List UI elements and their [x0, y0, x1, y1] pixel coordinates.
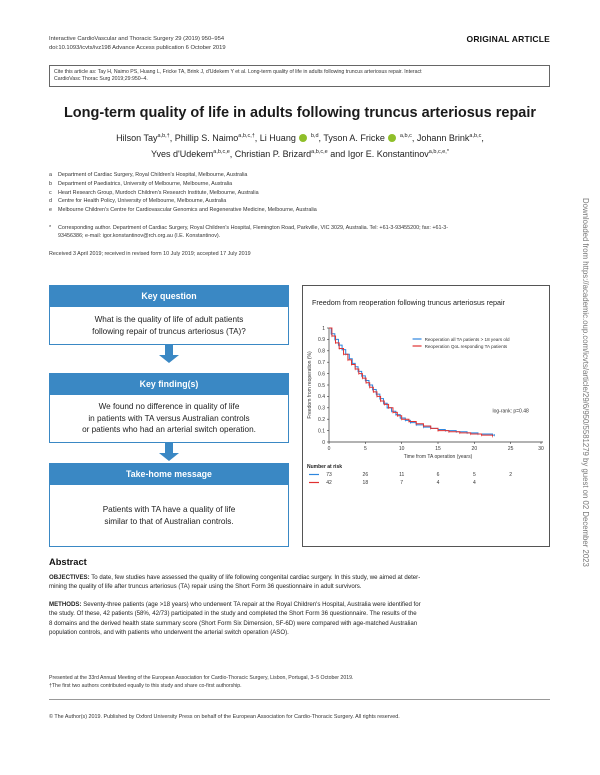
y-tick-label: 0.4: [318, 394, 325, 401]
risk-table-heading: Number at risk: [307, 464, 343, 470]
y-tick-label: 0.7: [318, 360, 325, 366]
risk-table-value: 5: [472, 472, 476, 478]
objectives-paragraph: OBJECTIVES: To date, few studies have assessed the quality of life following congenital cardiac surgery. In this study, we aimed at deter- mining the quality of life after truncus arteriosus (TA) repair using the Short Form 36 questionnaire in adult survivors.: [49, 574, 421, 591]
affiliation-item: e Melbourne Children's Centre for Cardiovascular Genomics and Regenerative Medicine, Melbourne, Australia: [49, 207, 317, 214]
citation-box: [49, 65, 550, 87]
footnote-line: Presented at the 33rd Annual Meeting of the European Association for Cardio-Thoracic Surgery, Lisbon, Portugal, 3–5 October 2019.: [49, 675, 354, 681]
legend-label: Reoperation all TA patients > 18 years old: [424, 336, 510, 342]
affiliation-item: a Department of Cardiac Surgery, Royal Children's Hospital, Melbourne, Australia: [49, 172, 248, 178]
key-findings-box: We found no difference in quality of life in patients with TA versus Australian controls or patients who had an arterial switch operation.: [49, 395, 289, 443]
x-tick-label: 5: [363, 446, 367, 452]
orcid-icon[interactable]: [388, 134, 396, 142]
x-tick-label: 0: [327, 446, 331, 452]
risk-table-value: 4: [472, 480, 476, 486]
author-name: Phillip S. Naimo: [174, 133, 239, 143]
x-tick-label: 30: [538, 446, 544, 452]
author-affiliation-marks: a,b,c,e: [311, 149, 328, 155]
citation-line: CardioVasc Thorac Surg 2019;29:950–4.: [54, 76, 148, 83]
affiliation-item: c Heart Research Group, Murdoch Children's Research Institute, Melbourne, Australia: [49, 189, 259, 196]
x-tick-label: 15: [435, 446, 441, 452]
author-name: Johann Brink: [416, 133, 470, 143]
doi-line[interactable]: doi:10.1093/icvts/ivz198 Advance Access publication 6 October 2019: [49, 44, 226, 51]
author-affiliation-marks: a,b,c,e,*: [428, 149, 449, 155]
article-title: Long-term quality of life in adults following truncus arteriosus repair: [63, 105, 537, 121]
author-affiliation-marks: a,b,c: [399, 133, 412, 139]
affiliation-item: d Centre for Health Policy, University of Melbourne, Melbourne, Australia: [49, 198, 227, 205]
author-affiliation-marks: a,b,c: [469, 133, 482, 139]
legend-label: Reoperation QoL responding TA patients: [424, 343, 508, 349]
y-tick-label: 1: [322, 325, 325, 332]
risk-table-value: 73: [326, 472, 332, 478]
received-dates: Received 3 April 2019; received in revised form 10 July 2019; accepted 17 July 2019: [49, 251, 251, 257]
journal-header: [49, 35, 226, 52]
corresponding-author: * Corresponding author. Department of Cardiac Surgery, Royal Children's Hospital, Flemington Road, Parkville, VIC 3029, Australia. Tel: +61-3-93455200; fax: +61-3- 93456386; e-mail: igor.konstantinov@rch.org.au (I.E. Konstantinov).: [49, 225, 449, 239]
km-chart: [303, 314, 549, 546]
graphical-abstract: [49, 285, 289, 547]
author-affiliation-marks: b,d: [310, 133, 319, 139]
x-tick-label: 20: [471, 446, 478, 452]
risk-table-value: 26: [362, 472, 369, 478]
citation-line: Cite this article as: Tay H, Naimo PS, Huang L, Fricke TA, Brink J, d'Udekem Y et al. Long-term quality of life in adults following truncus arteriosus repair. Interact: [54, 69, 422, 75]
risk-table-value: 6: [436, 472, 440, 478]
y-axis-label: Freedom from reoperation (%): [307, 351, 313, 419]
author-affiliation-marks: a,b,c,†: [238, 133, 255, 139]
take-home-heading: Take-home message: [49, 463, 289, 485]
flow-arrowhead: [159, 453, 179, 461]
risk-table-value: 4: [436, 480, 440, 486]
author-name: Li Huang: [259, 133, 296, 143]
y-tick-label: 0: [322, 439, 325, 446]
x-tick-label: 10: [398, 446, 405, 452]
y-tick-label: 0.9: [318, 337, 325, 344]
chart-title: Freedom from reoperation following truncus arteriosus repair: [312, 298, 505, 307]
y-tick-label: 0.1: [318, 428, 325, 435]
flow-arrow: [165, 345, 173, 355]
author-joiner: and: [327, 149, 348, 159]
download-sidebar: [582, 198, 592, 598]
abstract-heading: Abstract: [49, 557, 87, 567]
affiliations: [49, 171, 317, 215]
author-affiliation-marks: a,b,†: [157, 133, 170, 139]
author-name: Hilson Tay: [116, 133, 158, 143]
author-name: Igor E. Konstantinov: [347, 149, 429, 159]
author-affiliation-marks: a,b,c,e: [213, 149, 230, 155]
author-name: Tyson A. Fricke: [323, 133, 385, 143]
risk-table-value: 11: [399, 472, 405, 478]
author-list: Hilson Tay$^{a,b,\dagger}$, Phillip S. Naimo$^{a,b,c,\dagger}$, Li Huang $^{b,d}$, Tyson A. Fricke $^{a,b,c}$, Johann Brink$^{a,b,c}$, Yves d'Udekem$^{a,b,c,e}$, Christian P. Brizard$^{a,b,c,e}$ and Igor E. Konstantinov$^{a,b,c,e,*}$: [116, 133, 484, 159]
x-tick-label: 25: [507, 446, 514, 452]
risk-table-value: 42: [326, 480, 332, 486]
copyright-notice: © The Author(s) 2019. Published by Oxford University Press on behalf of the European Association for Cardio-Thoracic Surgery. All rights reserved.: [49, 714, 400, 720]
chart-panel: [302, 285, 550, 547]
key-question-heading: Key question: [49, 285, 289, 307]
y-tick-label: 0.8: [318, 348, 325, 355]
journal-line: Interactive CardioVascular and Thoracic Surgery 29 (2019) 950–954: [49, 36, 225, 42]
risk-table-value: 18: [362, 480, 369, 486]
orcid-icon[interactable]: [299, 134, 307, 142]
footnote-line: †The first two authors contributed equally to this study and share co-first authorship.: [49, 682, 242, 689]
log-rank-annotation: log-rank: p=0.48: [492, 408, 529, 415]
author-name: Yves d'Udekem: [151, 149, 214, 159]
methods-paragraph: METHODS: Seventy-three patients (age >18 years) who underwent TA repair at the Royal Children's Hospital, Australia were identified for the study. Of these, 42 patients (58%, 42/73) participated in the study and completed the Short Form 36 questionnaire. The results of the 8 domains and the derived health state summary score (Short Form Six Dimension, SF-6D) were compared with age-matched Australian population controls, and with patients who underwent the arterial switch operation (ASO).: [49, 601, 421, 637]
y-tick-label: 0.2: [318, 417, 325, 423]
flow-arrow: [165, 443, 173, 453]
footer-divider: [49, 699, 550, 700]
section-label: ORIGINAL ARTICLE: [466, 34, 550, 44]
key-findings-heading: Key finding(s): [49, 373, 289, 395]
affiliation-item: b Department of Paediatrics, University of Melbourne, Melbourne, Australia: [49, 180, 233, 187]
download-note: Downloaded from https://academic.oup.com/icvts/article/29/6/950/5581279 by guest on 02 December 2023: [581, 198, 590, 567]
y-tick-label: 0.5: [318, 382, 325, 389]
y-tick-label: 0.6: [318, 371, 325, 378]
risk-table-value: 2: [509, 472, 513, 478]
y-tick-label: 0.3: [318, 405, 325, 412]
flow-arrowhead: [159, 355, 179, 363]
risk-table-value: 7: [400, 480, 404, 486]
footnotes: [49, 675, 353, 690]
x-axis-label: Time from TA operation (years): [403, 454, 473, 460]
take-home-box: Patients with TA have a quality of life similar to that of Australian controls.: [49, 485, 289, 547]
key-question-box: What is the quality of life of adult patients following repair of truncus arteriosus (TA)?: [49, 307, 289, 345]
author-name: Christian P. Brizard: [234, 149, 312, 159]
